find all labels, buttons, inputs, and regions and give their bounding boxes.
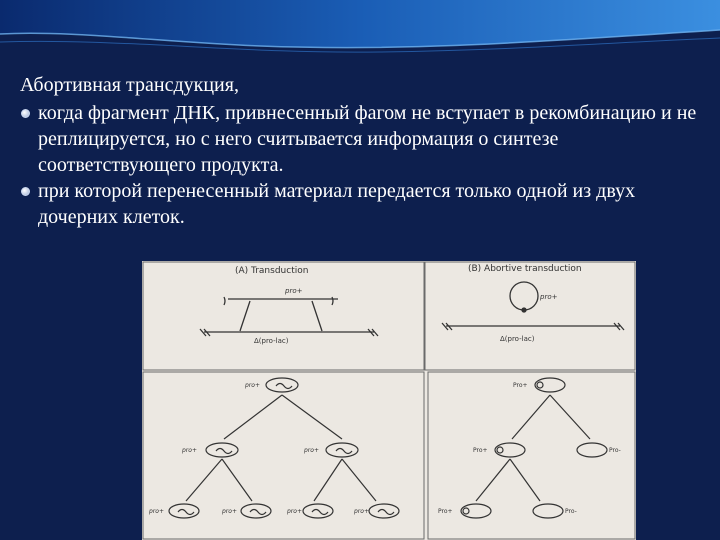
bullet-item	[20, 178, 700, 230]
lineage-a-r1-label: pro+	[304, 447, 319, 454]
lineage-b-r1-label: Pro-	[609, 447, 621, 454]
panel-a-recombination	[200, 297, 378, 336]
gene-label-a: pro+	[285, 287, 303, 295]
gene-label-b: pro+	[540, 293, 558, 301]
abortive-fragment-circle	[510, 282, 538, 310]
bullet-text: при которой перенесенный материал передается только одной из двух дочерних клеток.	[38, 180, 636, 228]
panel-a-top-frame	[143, 262, 424, 370]
lineage-a-lr2-label: pro+	[222, 508, 237, 515]
panel-a-bottom-frame	[143, 372, 424, 539]
lineage-b-ll2-label: Pro+	[438, 508, 453, 515]
bullet-list	[20, 100, 700, 230]
panel-b-bottom-frame	[428, 372, 635, 539]
header-wave-band	[0, 0, 720, 60]
cell-a-ll2	[169, 504, 199, 518]
cell-a-rr2	[369, 504, 399, 518]
transduction-figure	[142, 261, 636, 540]
cell-b-l1	[495, 443, 525, 457]
slide-title: Абортивная трансдукция,	[20, 74, 239, 96]
panel-b-top-frame	[425, 262, 635, 370]
crossover-left	[240, 301, 250, 331]
cell-a-lr2	[241, 504, 271, 518]
panel-b-title: (B) Abortive transduction	[468, 264, 582, 274]
transduction-diagram	[142, 261, 636, 540]
bullet-dot-icon	[21, 187, 30, 196]
lineage-a-l1-label: pro+	[182, 447, 197, 454]
panel-a-title: (A) Transduction	[235, 266, 309, 276]
slide-content	[20, 72, 700, 230]
attached-protein-dot	[522, 308, 526, 312]
bullet-item	[20, 100, 700, 178]
bracket-left	[224, 297, 225, 305]
lineage-b-root-label: Pro+	[513, 382, 528, 389]
lineage-b-lr2-label: Pro-	[565, 508, 577, 515]
cell-a-root-dna	[276, 384, 292, 389]
cell-a-root	[266, 378, 298, 392]
bracket-right	[332, 297, 333, 305]
cell-b-r1	[577, 443, 607, 457]
lineage-a-root-label: pro+	[245, 382, 260, 389]
panel-a-lineage	[169, 378, 399, 518]
panel-b-abortive	[442, 282, 624, 330]
crossover-right	[312, 301, 322, 331]
cell-b-lr2	[533, 504, 563, 518]
bullet-text: когда фрагмент ДНК, привнесенный фагом не вступает в рекомбинацию и не реплицируется, но с него считывается информация о синтезе соответствующего продукта.	[38, 102, 697, 176]
lineage-b-l1-label: Pro+	[473, 447, 488, 454]
cell-a-l1	[206, 443, 238, 457]
cell-b-ll2	[461, 504, 491, 518]
lineage-a-rr2-label: pro+	[354, 508, 369, 515]
cell-b-root	[535, 378, 565, 392]
cell-a-r1	[326, 443, 358, 457]
chromosome-label-a: Δ(pro-lac)	[254, 337, 289, 345]
bullet-dot-icon	[21, 109, 30, 118]
cell-a-rl2	[303, 504, 333, 518]
lineage-a-rl2-label: pro+	[287, 508, 302, 515]
lineage-a-ll2-label: pro+	[149, 508, 164, 515]
chromosome-label-b: Δ(pro-lac)	[500, 335, 535, 343]
